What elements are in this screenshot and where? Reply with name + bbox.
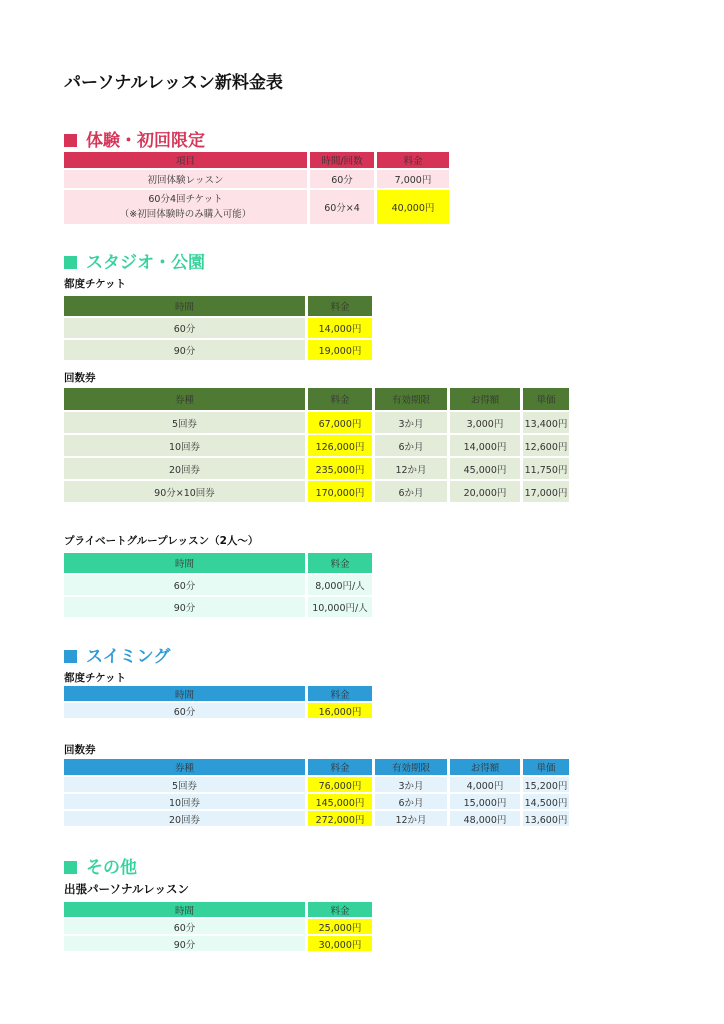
expiry-cell: 6か月 [375,435,447,456]
unit-cell: 12,600円 [523,435,569,456]
time-cell: 90分 [64,597,305,617]
price-cell: 145,000円 [308,794,372,809]
table-row [64,794,569,809]
expiry-cell: 6か月 [375,794,447,809]
table-row [64,936,372,951]
table-header: お得額 [450,388,520,410]
square-bullet-icon [64,650,77,663]
unit-cell: 13,600円 [523,811,569,826]
table-header: 料金 [308,388,372,410]
studio-single-table [61,294,375,362]
price-cell: 7,000円 [377,170,449,188]
time-cell: 60分 [64,919,305,934]
price-cell: 19,000円 [308,340,372,360]
table-row [64,458,569,479]
table-row [64,170,449,188]
studio-multi-table [61,386,572,504]
table-header: 時間/回数 [310,152,374,168]
saving-cell: 20,000円 [450,481,520,502]
table-row [64,481,569,502]
expiry-cell: 3か月 [375,777,447,792]
time-cell: 90分 [64,340,305,360]
expiry-cell: 3か月 [375,412,447,433]
section-heading-swimming: スイミング [64,642,170,667]
type-cell: 20回券 [64,811,305,826]
price-cell: 170,000円 [308,481,372,502]
unit-cell: 15,200円 [523,777,569,792]
type-cell: 20回券 [64,458,305,479]
table-header: 単価 [523,759,569,775]
saving-cell: 45,000円 [450,458,520,479]
subheading-multi-ticket: 回数券 [64,372,96,384]
table-header: 時間 [64,686,305,701]
trial-table [61,150,452,226]
table-header: 料金 [377,152,449,168]
page-title: パーソナルレッスン新料金表 [64,73,283,93]
expiry-cell: 12か月 [375,811,447,826]
item-cell: 初回体験レッスン [64,170,307,188]
unit-cell: 14,500円 [523,794,569,809]
table-header: 時間 [64,553,305,573]
price-cell: 8,000円/人 [308,575,372,595]
price-cell: 126,000円 [308,435,372,456]
table-header: 料金 [308,553,372,573]
item-cell: 60分4回チケット （※初回体験時のみ購入可能） [64,190,307,224]
saving-cell: 14,000円 [450,435,520,456]
expiry-cell: 12か月 [375,458,447,479]
table-header: 時間 [64,902,305,917]
saving-cell: 48,000円 [450,811,520,826]
table-header: 単価 [523,388,569,410]
time-cell: 60分 [64,575,305,595]
table-header: 有効期限 [375,388,447,410]
table-row [64,811,569,826]
subheading-outcall-lesson: 出張パーソナルレッスン [64,882,190,896]
unit-cell: 11,750円 [523,458,569,479]
price-cell: 10,000円/人 [308,597,372,617]
square-bullet-icon [64,256,77,269]
swimming-single-table [61,684,375,720]
table-header: 券種 [64,388,305,410]
table-row [64,318,372,338]
table-row [64,919,372,934]
type-cell: 90分×10回券 [64,481,305,502]
table-header: 料金 [308,686,372,701]
table-row [64,777,569,792]
type-cell: 5回券 [64,777,305,792]
time-cell: 90分 [64,936,305,951]
subheading-single-ticket: 都度チケット [64,278,127,290]
unit-cell: 17,000円 [523,481,569,502]
saving-cell: 3,000円 [450,412,520,433]
price-cell: 40,000円 [377,190,449,224]
studio-group-table [61,551,375,619]
price-cell: 30,000円 [308,936,372,951]
time-cell: 60分 [310,170,374,188]
square-bullet-icon [64,134,77,147]
price-cell: 16,000円 [308,703,372,718]
price-cell: 67,000円 [308,412,372,433]
section-heading-studio: スタジオ・公園 [64,248,205,273]
price-cell: 235,000円 [308,458,372,479]
type-cell: 5回券 [64,412,305,433]
table-header: 有効期限 [375,759,447,775]
subheading-group-lesson: プライベートグループレッスン（2人～） [64,535,259,547]
price-cell: 25,000円 [308,919,372,934]
table-header: 料金 [308,902,372,917]
table-header: お得額 [450,759,520,775]
type-cell: 10回券 [64,794,305,809]
price-cell: 76,000円 [308,777,372,792]
table-header: 時間 [64,296,305,316]
table-row [64,412,569,433]
table-header: 項目 [64,152,307,168]
section-heading-trial: 体験・初回限定 [64,126,205,151]
subheading-multi-ticket: 回数券 [64,744,96,756]
saving-cell: 15,000円 [450,794,520,809]
swimming-multi-table [61,757,572,828]
table-row [64,190,449,224]
type-cell: 10回券 [64,435,305,456]
other-table [61,900,375,953]
saving-cell: 4,000円 [450,777,520,792]
table-header: 券種 [64,759,305,775]
table-header: 料金 [308,296,372,316]
square-bullet-icon [64,861,77,874]
time-cell: 60分 [64,703,305,718]
table-row [64,435,569,456]
table-row [64,340,372,360]
table-row [64,597,372,617]
table-row [64,703,372,718]
table-header: 料金 [308,759,372,775]
price-cell: 14,000円 [308,318,372,338]
price-cell: 272,000円 [308,811,372,826]
time-cell: 60分×4 [310,190,374,224]
table-row [64,575,372,595]
time-cell: 60分 [64,318,305,338]
subheading-single-ticket: 都度チケット [64,672,127,684]
unit-cell: 13,400円 [523,412,569,433]
section-heading-other: その他 [64,853,137,878]
expiry-cell: 6か月 [375,481,447,502]
